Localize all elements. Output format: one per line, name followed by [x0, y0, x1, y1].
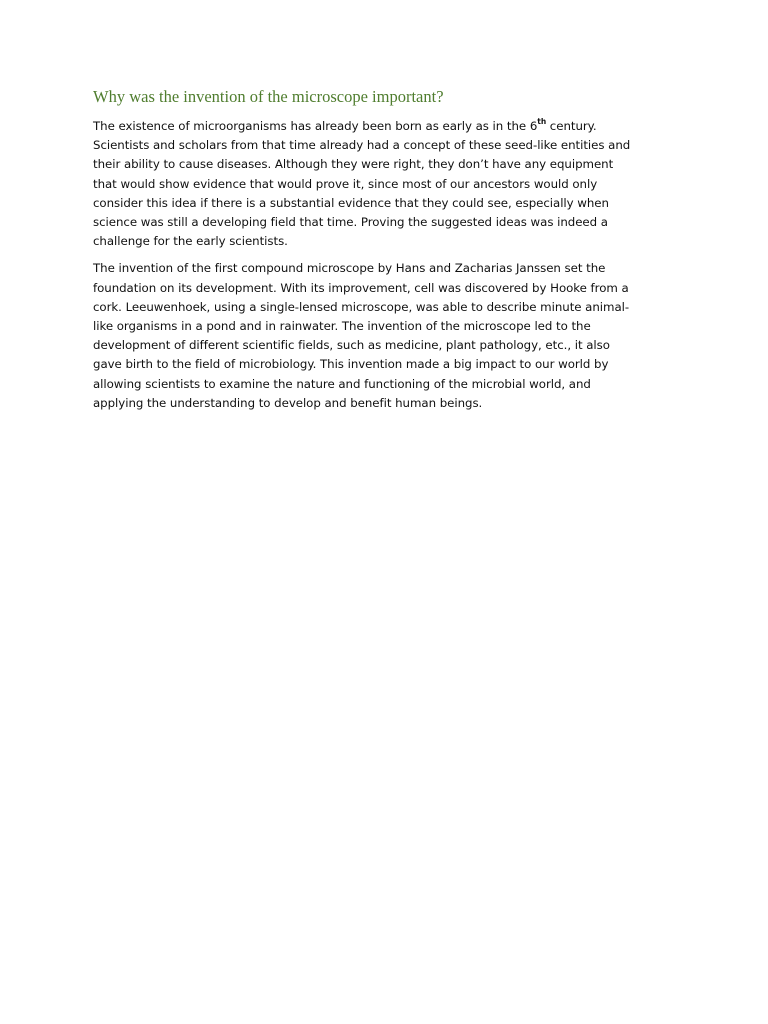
paragraph-1: [93, 117, 677, 251]
section-heading: Why was the invention of the microscope important?: [93, 87, 444, 106]
paragraph-2-line-8: applying the understanding to develop and benefit human beings.: [93, 395, 483, 410]
paragraph-1-line-1: [93, 117, 677, 136]
paragraph-2-line-2: foundation on its development. With its improvement, cell was discovered by Hooke from a: [93, 280, 629, 295]
paragraph-2-line-4: like organisms in a pond and in rainwater. The invention of the microscope led to the: [93, 319, 591, 334]
paragraph-2-line-3: cork. Leeuwenhoek, using a single-lensed microscope, was able to describe minute animal-: [93, 299, 630, 314]
paragraph-1-line-1-text: The existence of microorganisms has already been born as early as in the 6: [93, 119, 538, 133]
paragraph-2-line-6: gave birth to the field of microbiology. This invention made a big impact to our world by: [93, 357, 609, 372]
paragraph-1-line-7: challenge for the early scientists.: [93, 234, 288, 249]
paragraph-2: [93, 259, 677, 413]
document-page: [93, 86, 677, 421]
paragraph-1-line-5: consider this idea if there is a substantial evidence that they could see, especially when: [93, 195, 609, 210]
paragraph-2-line-5: development of different scientific fields, such as medicine, plant pathology, etc., it also: [93, 338, 610, 353]
paragraph-2-line-7: allowing scientists to examine the nature and functioning of the microbial world, and: [93, 376, 591, 391]
paragraph-2-line-1: The invention of the first compound microscope by Hans and Zacharias Janssen set the: [93, 261, 606, 276]
paragraph-1-line-3: their ability to cause diseases. Although they were right, they don’t have any equipment: [93, 157, 614, 172]
paragraph-1-line-1-tail: century.: [546, 119, 597, 133]
paragraph-1-line-6: science was still a developing field that time. Proving the suggested ideas was indeed a: [93, 215, 608, 230]
ordinal-superscript: th: [537, 117, 547, 127]
paragraph-1-line-4: that would show evidence that would prove it, since most of our ancestors would only: [93, 176, 598, 191]
paragraph-1-line-2: Scientists and scholars from that time already had a concept of these seed-like entities and: [93, 138, 631, 153]
